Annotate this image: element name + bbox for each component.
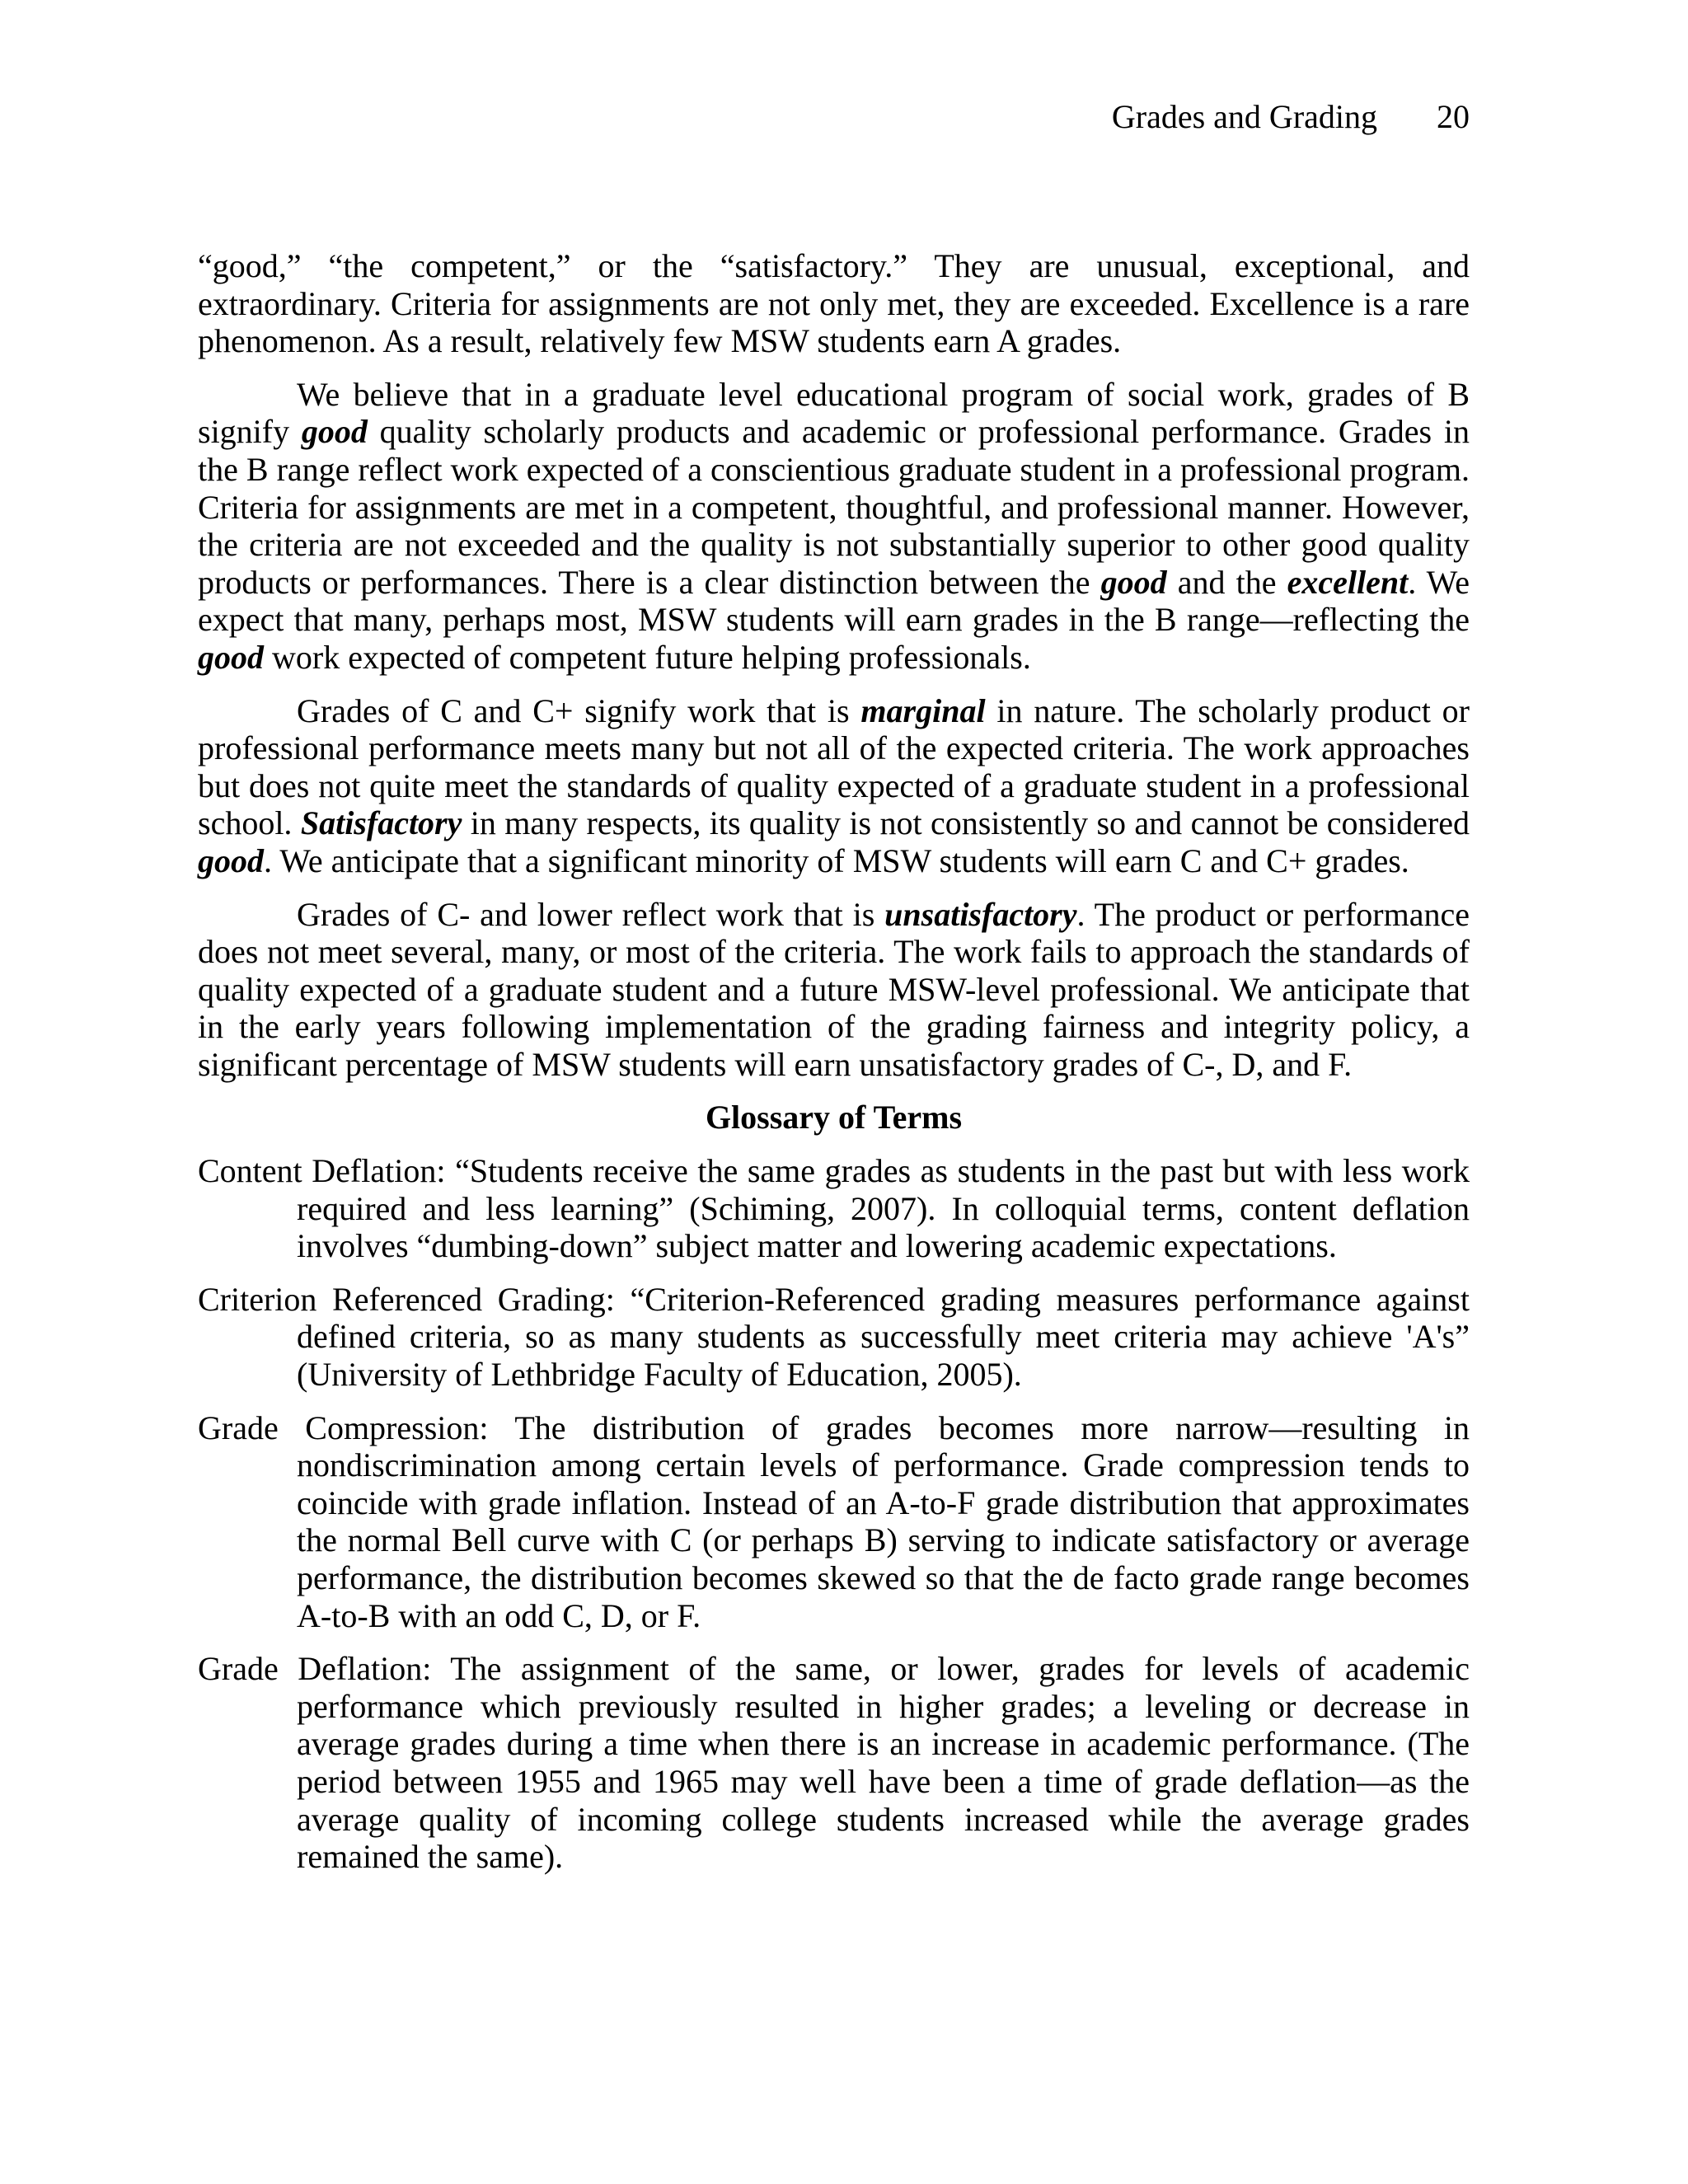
emphasis-satisfactory: Satisfactory bbox=[300, 804, 462, 842]
emphasis-marginal: marginal bbox=[860, 691, 986, 729]
body-text bbox=[198, 247, 1470, 1891]
paragraph-c-grades bbox=[198, 692, 1470, 880]
paragraph-c-minus-grades bbox=[198, 896, 1470, 1084]
paragraph-text: Grades of C and C+ signify work that is bbox=[297, 691, 861, 729]
glossary-entry-content-deflation: Content Deflation: “Students receive the same grades as students in the past but with less work required and less learning” (Schiming, 2007). In colloquial terms, content deflation involves “dumbing-down” subject matter and lowering academic expectations. bbox=[198, 1152, 1470, 1265]
emphasis-good: good bbox=[198, 638, 264, 676]
page-number: 20 bbox=[1437, 98, 1470, 135]
paragraph-b-grades bbox=[198, 376, 1470, 677]
paragraph-continuation bbox=[198, 247, 1470, 360]
running-head-title: Grades and Grading bbox=[1111, 98, 1377, 135]
glossary-entry-criterion-referenced-grading: Criterion Referenced Grading: “Criterion-Referenced grading measures performance against defined criteria, so as many students as successfully meet criteria may achieve 'A's” (University of Lethbridge Faculty of Education, 2005). bbox=[198, 1280, 1470, 1394]
glossary-entry-grade-compression: Grade Compression: The distribution of grades becomes more narrow—resulting in nondiscrimination among certain levels of performance. Grade compression tends to coincide with grade inflation. Instead of an A-to-F grade distribution that approximates the normal Bell curve with C (or perhaps B) serving to indicate satisfactory or average performance, the distribution becomes skewed so that the de facto grade range becomes A-to-B with an odd C, D, or F. bbox=[198, 1408, 1470, 1634]
paragraph-text: . The product or performance does not meet several, many, or most of the criteria. The work fails to approach the standards of quality expected of a graduate student and a future MSW-level professional. We anticipate that in the early years following implementation of the grading fairness and integrity policy, a significant percentage of MSW students will earn unsatisfactory grades of C-, D, and F. bbox=[198, 895, 1470, 1083]
emphasis-excellent: excellent bbox=[1287, 563, 1409, 601]
running-head bbox=[1112, 97, 1470, 137]
glossary-entry-grade-deflation: Grade Deflation: The assignment of the same, or lower, grades for levels of academic performance which previously resulted in higher grades; a leveling or decrease in average grades during a time when there is an increase in academic performance. (The period between 1955 and 1965 may well have been a time of grade deflation—as the average quality of incoming college students increased while the average grades remained the same). bbox=[198, 1650, 1470, 1876]
paragraph-text: quality scholarly products and academic or professional performance. Grades in the B range reflect work expected of a conscientious graduate student in a professional program. Criteria for assignments are met in a competent, thoughtful, and professional manner. However, the criteria are not exceeded and the quality is not substantially superior to other good quality products or performances. There is a clear distinction between the bbox=[198, 413, 1470, 601]
paragraph-text: . We expect that many, perhaps most, MSW students will earn grades in the B range—reflecting the bbox=[198, 563, 1470, 639]
emphasis-unsatisfactory: unsatisfactory bbox=[884, 895, 1077, 933]
paragraph-text: work expected of competent future helping professionals. bbox=[264, 638, 1031, 676]
glossary-heading: Glossary of Terms bbox=[705, 1099, 963, 1137]
emphasis-good: good bbox=[301, 413, 368, 451]
paragraph-text: “good,” “the competent,” or the “satisfactory.” They are unusual, exceptional, and extraordinary. Criteria for assignments are not only met, they are exceeded. Excellence is a rare phenomenon. As a result, relatively few MSW students earn A grades. bbox=[198, 247, 1470, 360]
emphasis-good: good bbox=[198, 841, 264, 879]
paragraph-text: and the bbox=[1166, 563, 1287, 601]
paragraph-text: in nature. The scholarly product or professional performance meets many but not all of the expected criteria. The work approaches but does not quite meet the standards of quality expected of a graduate student in a professional school. bbox=[198, 691, 1470, 842]
emphasis-good: good bbox=[1100, 563, 1167, 601]
paragraph-text: Grades of C- and lower reflect work that is bbox=[297, 895, 885, 933]
paragraph-text: . We anticipate that a significant minority of MSW students will earn C and C+ grades. bbox=[264, 841, 1409, 879]
paragraph-text: in many respects, its quality is not consistently so and cannot be considered bbox=[462, 804, 1470, 842]
paragraph-text: We believe that in a graduate level educational program of social work, grades of B signify bbox=[198, 375, 1470, 451]
